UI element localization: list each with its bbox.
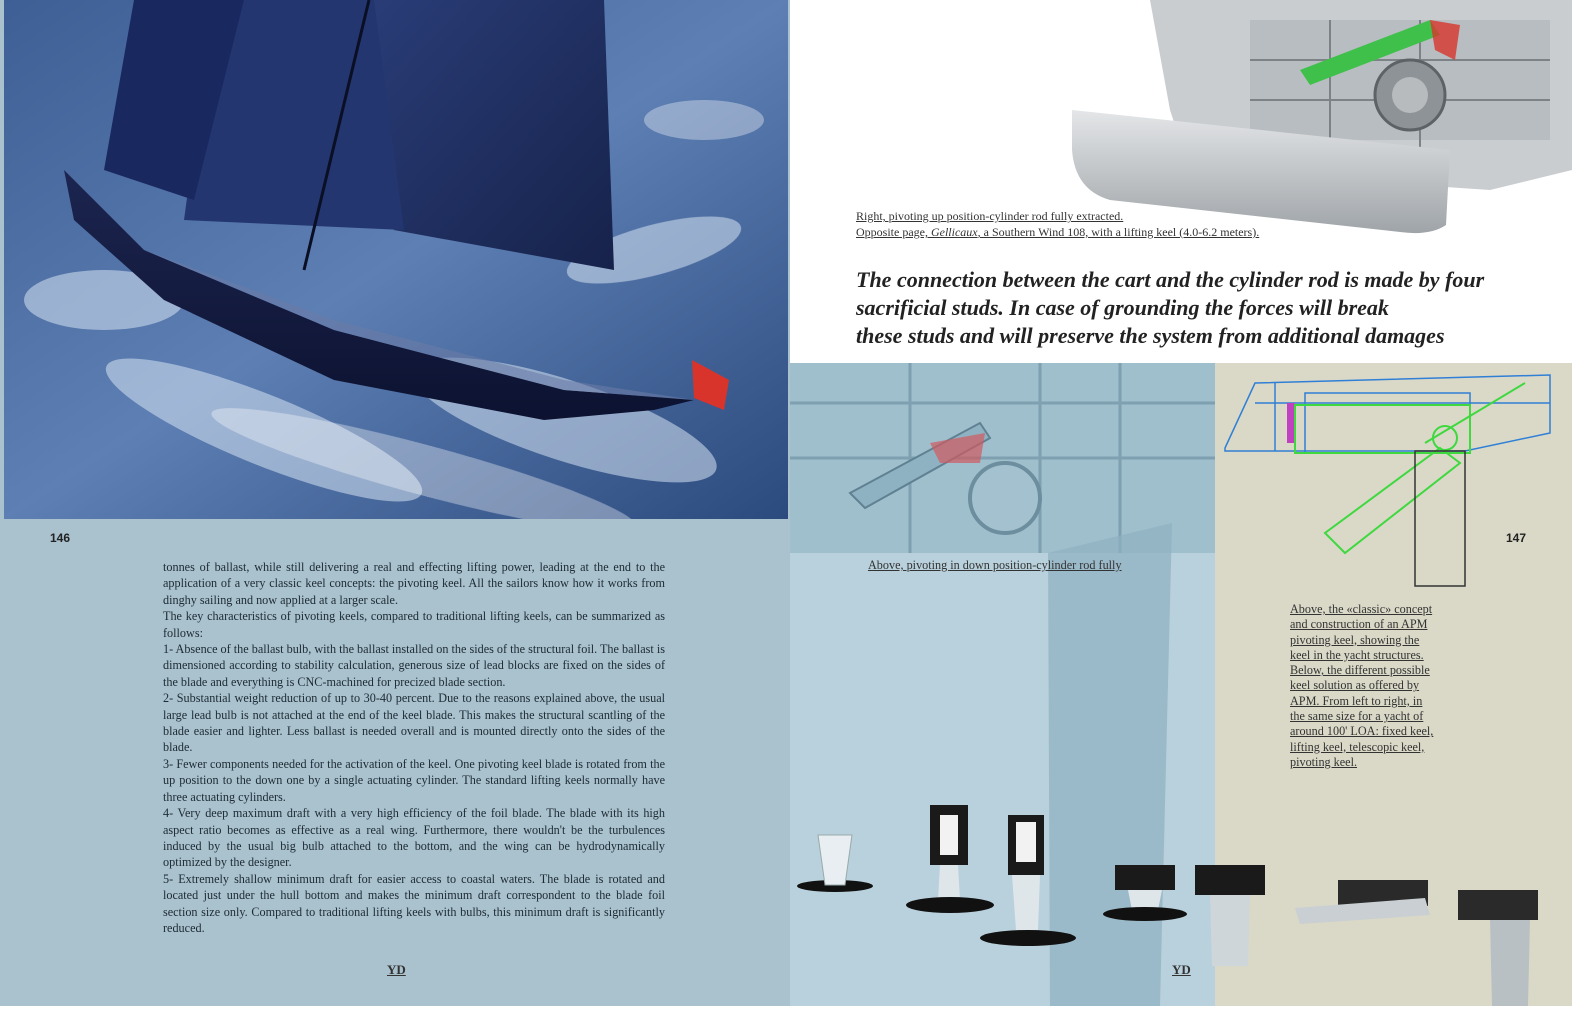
pivoting-keel-model-4	[1458, 890, 1538, 1006]
caption-right-line: Below, the different possible	[1290, 663, 1430, 678]
yacht-photo	[4, 0, 788, 519]
pull-quote-line-2: sacrificial studs. In case of grounding the forces will break	[856, 295, 1389, 320]
caption-right	[1290, 602, 1450, 770]
caption-right-line: and construction of an APM	[1290, 617, 1428, 632]
caption-middle: Above, pivoting in down position-cylinder rod fully	[868, 558, 1122, 572]
pull-quote-line-3: these studs and will preserve the system from additional damages	[856, 323, 1445, 348]
page-number-left: 146	[50, 531, 71, 545]
paragraph-point-2: 2- Substantial weight reduction of up to 30-40 percent. Due to the reasons explained above, the usual large lead bulb is not attached at the end of the keel blade. This makes the structural scantling of the blade easier and lighter. Less ballast is needed overall and is mounted directly onto the sides of the blade.	[163, 691, 665, 755]
caption-right-line: APM. From left to right, in	[1290, 693, 1423, 708]
pull-quote-line-1: The connection between the cart and the cylinder rod is made by four	[856, 267, 1485, 292]
yd-logo-right: YD	[1172, 962, 1191, 977]
paragraph-intro: tonnes of ballast, while still delivering a real and effecting lifting power, leading at the end to the application of a very classic keel concepts: the pivoting keel. All the sailors know how it works from dinghy sailing and now applied at a larger scale.	[163, 560, 665, 607]
keel-render-up-position	[1070, 0, 1572, 236]
caption-right-line: keel in the yacht structures.	[1290, 647, 1424, 662]
caption-right-line: pivoting keel, showing the	[1290, 632, 1420, 647]
pivoting-keel-model-3	[1295, 880, 1430, 924]
caption-top-line-2	[856, 224, 1376, 240]
paragraph-key-characteristics: The key characteristics of pivoting keels, compared to traditional lifting keels, can be summarized as follows:	[163, 609, 665, 640]
caption-right-line: Above, the «classic» concept	[1290, 602, 1433, 616]
caption-top-line-1: Right, pivoting up position-cylinder rod fully extracted.	[856, 209, 1124, 223]
caption-top-line-2-prefix: Opposite page,	[856, 225, 931, 239]
pivoting-keel-model-2	[1195, 865, 1265, 966]
caption-right-line: pivoting keel.	[1290, 754, 1358, 769]
yacht-name: Gellicaux	[930, 225, 978, 239]
paragraph-point-4: 4- Very deep maximum draft with a very high efficiency of the foil blade. The blade with its high aspect ratio becomes as effective as a real wing. Furthermore, there wouldn't be the turbulences induced by the usual big bulb attached to the bottom, and the wing can be hydrodynamically optimized by the designer.	[163, 806, 665, 870]
caption-right-line: around 100' LOA: fixed keel,	[1290, 724, 1434, 739]
telescopic-keel-model	[980, 815, 1076, 946]
caption-top	[856, 208, 1376, 240]
lifting-keel-model	[906, 805, 994, 913]
body-text	[163, 559, 665, 936]
paragraph-point-3: 3- Fewer components needed for the activation of the keel. One pivoting keel blade is rotated from the up position to the down one by a single actuating cylinder. The standard lifting keels normally have three actuating cylinders.	[163, 756, 665, 804]
caption-right-line: the same size for a yacht of	[1290, 709, 1424, 724]
caption-right-line: keel solution as offered by	[1290, 678, 1420, 693]
caption-right-line: lifting keel, telescopic keel,	[1290, 739, 1425, 754]
yd-logo-left: YD	[387, 962, 406, 977]
caption-top-line-2-suffix: , a Southern Wind 108, with a lifting keel (4.0-6.2 meters).	[977, 225, 1260, 239]
paragraph-point-5: 5- Extremely shallow minimum draft for easier access to coastal waters. The blade is rotated and located just under the hull bottom and makes the minimum draft correspondent to the blade foil section size only. Compared to traditional lifting keels with bulbs, this minimum draft is significantly reduced.	[163, 871, 665, 935]
fixed-keel-model	[797, 835, 873, 892]
pivoting-keel-model-1	[1103, 865, 1187, 921]
paragraph-point-1: 1- Absence of the ballast bulb, with the ballast installed on the sides of the structural foil. The ballast is dimensioned according to stability calculation, generous size of lead blocks are fixed on the sides of the blade and everything is CNC-machined for precized blade section.	[163, 642, 665, 689]
page-number-right: 147	[1506, 531, 1527, 545]
pull-quote	[856, 266, 1546, 350]
